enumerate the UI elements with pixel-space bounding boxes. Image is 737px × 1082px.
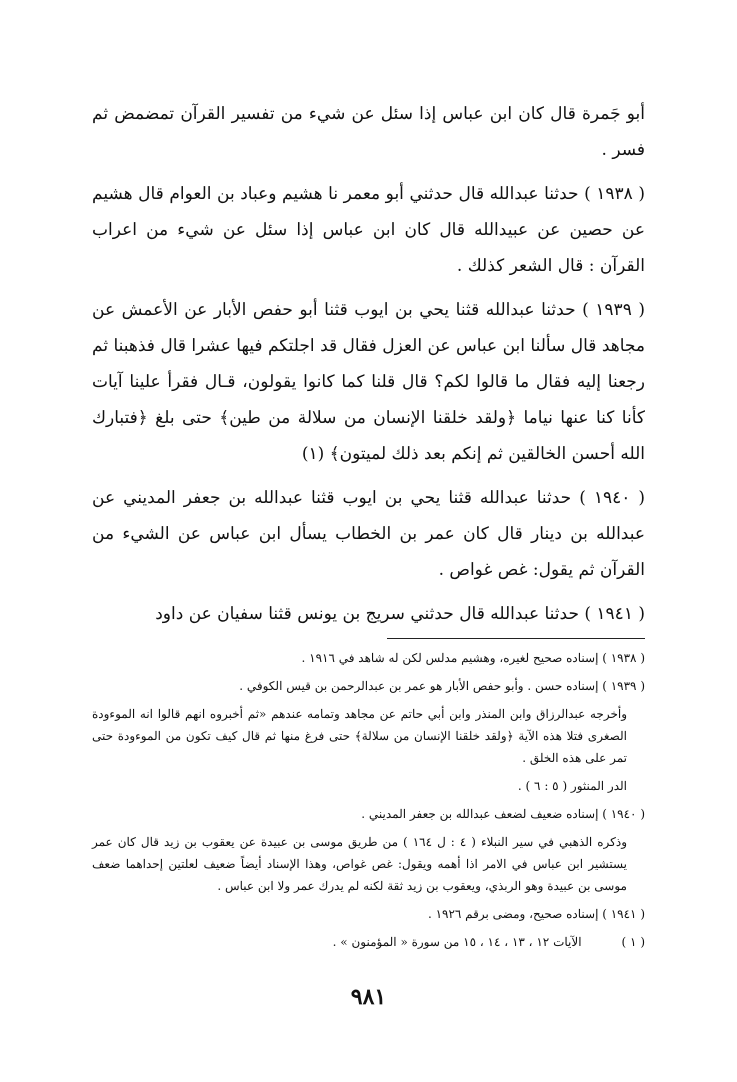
page-number: ٩٨١ xyxy=(350,984,387,1010)
footnotes xyxy=(92,647,645,953)
entry-1940: ( ١٩٤٠ ) حدثنا عبدالله قثنا يحي بن ايوب قثنا عبدالله بن جعفر المديني عن عبدالله بن دينار قال كان عمر بن الخطاب يسأل ابن عباس عن الشيء من القرآن ثم يقول: غص غواص . xyxy=(92,488,645,580)
note-1940-detail: وذكره الذهبي في سير النبلاء ( ٤ : ل ١٦٤ ) من طريق موسى بن عبيدة عن يعقوب بن زيد قال كان عمر يستشير ابن عباس في الامر اذا أهمه ويقول: غص غواص، وهذا الإسناد أيضاً ضعيف لعلتين إحداهما ضعف موسى بن عبيدة وهو الربذي، ويعقوب بن زيد ثقة لكنه لم يدرك عمر ولا ابن عباس . xyxy=(92,835,627,893)
footnote-1 xyxy=(92,931,645,953)
note-1939: ( ١٩٣٩ ) إسناده حسن . وأبو حفص الأبار هو عمر بن عبدالرحمن بن قيس الكوفي . xyxy=(239,679,645,693)
footnote-1-marker: ( ١ ) xyxy=(621,935,645,949)
note-1941: ( ١٩٤١ ) إسناده صحيح، ومضى برقم ١٩٢٦ . xyxy=(427,907,645,921)
paragraph-continuation: أبو جَمرة قال كان ابن عباس إذا سئل عن شيء من تفسير القرآن تمضمض ثم فسر . xyxy=(92,104,645,160)
main-text xyxy=(92,96,645,632)
footnote-divider xyxy=(387,638,645,639)
note-1938: ( ١٩٣٨ ) إسناده صحيح لغيره، وهشيم مدلس لكن له شاهد في ١٩١٦ . xyxy=(301,651,645,665)
entry-1939: ( ١٩٣٩ ) حدثنا عبدالله قثنا يحي بن ايوب قثنا أبو حفص الأبار عن الأعمش عن مجاهد قال سألنا ابن عباس عن العزل فقال قد اجلتكم فيها عشرا قال فذهبنا ثم رجعنا إليه فقال ما قالوا لكم؟ قال قلنا كما كانوا يقولون، قـال فقرأ علينا آيات كأنا كنا عنها نياما ﴿ولقد خلقنا الإنسان من سلالة من طين﴾ حتى بلغ ﴿فتبارك الله أحسن الخالقين ثم إنكم بعد ذلك لميتون﴾ (١) xyxy=(92,300,645,464)
entry-1941: ( ١٩٤١ ) حدثنا عبدالله قال حدثني سريج بن يونس قثنا سفيان عن داود xyxy=(155,604,645,624)
note-1940: ( ١٩٤٠ ) إسناده ضعيف لضعف عبدالله بن جعفر المديني . xyxy=(361,807,645,821)
entry-1938: ( ١٩٣٨ ) حدثنا عبدالله قال حدثني أبو معمر نا هشيم وعباد بن العوام قال هشيم عن حصين عن عبيدالله قال كان ابن عباس إذا سئل عن شيء من اعراب القرآن : قال الشعر كذلك . xyxy=(92,184,645,276)
footnote-1-text: الآيات ١٢ ، ١٣ ، ١٤ ، ١٥ من سورة « المؤمنون » . xyxy=(332,935,582,949)
note-1939-source: الدر المنثور ( ٥ : ٦ ) . xyxy=(517,779,627,793)
note-1939-detail: وأخرجه عبدالرزاق وابن المنذر وابن أبي حاتم عن مجاهد وتمامه عندهم «ثم أخبروه انهم قالوا انه الموءودة الصغرى فتلا هذه الآية ﴿ولقد خلقنا الإنسان من سلالة﴾ حتى فرغ منها ثم قال كيف تكون من الموءودة حتى تمر على هذه الخلق . xyxy=(92,707,628,765)
